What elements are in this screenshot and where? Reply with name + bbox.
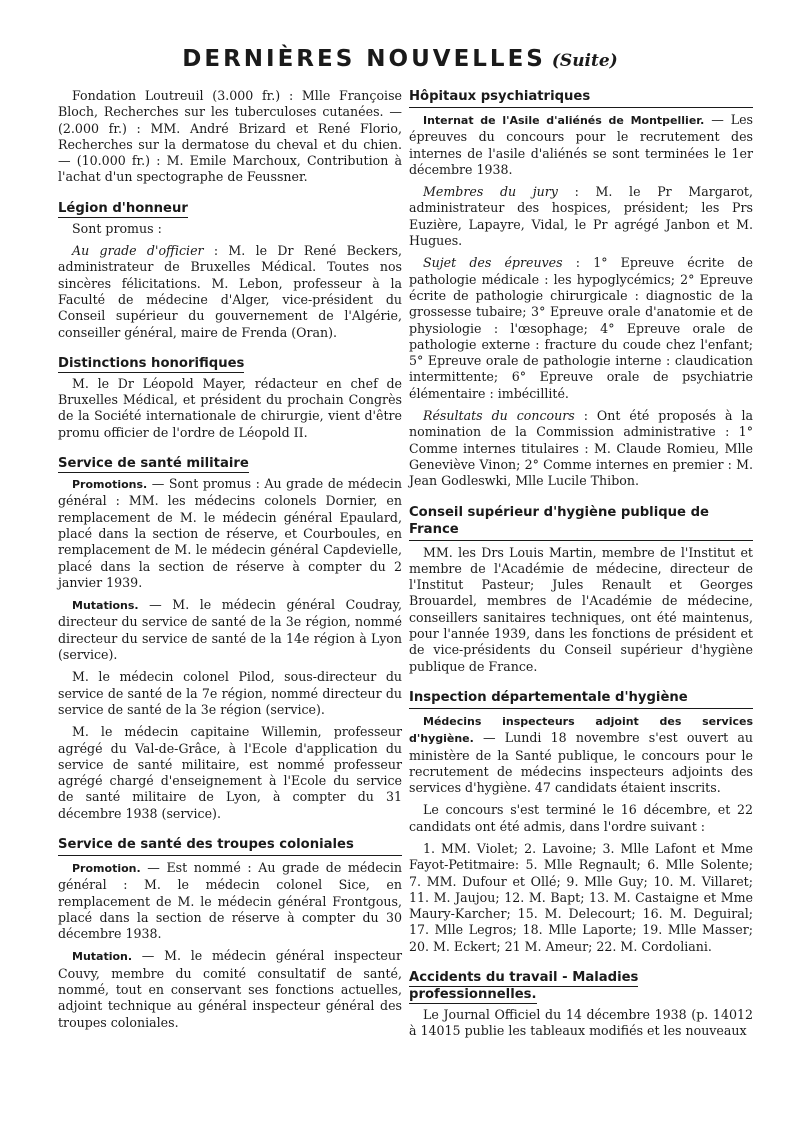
- section-heading-coloniales: Service de santé des troupes coloniales: [58, 836, 402, 856]
- paragraph: Membres du jury : M. le Pr Margarot, administrateur des hospices, président; les Prs Euzière, Lapayre, Vidal, le Pr agrégé Janbon et M. Hugues.: [409, 184, 753, 249]
- paragraph: Médecins inspecteurs adjoint des services d'hygiène. — Lundi 18 novembre s'est ouvert au ministère de la Santé publique, le concours pour le recrutement de médecins inspecteurs adjoints des services d'hygiène. 47 candidats étaient inscrits.: [409, 714, 753, 796]
- section-heading-legion: Légion d'honneur: [58, 200, 188, 216]
- paragraph: Au grade d'officier : M. le Dr René Beckers, administrateur de Bruxelles Médical. Toutes nos sincères félicitations. M. Lebon, professeur à la Faculté de médecine d'Alger, vice-président du Conseil supérieur du gouvernement de l'Algérie, conseiller général, maire de Frenda (Oran).: [58, 243, 402, 340]
- paragraph: Le Journal Officiel du 14 décembre 1938 (p. 14012 à 14015 publie les tableaux modifiés et les nouveaux: [409, 1007, 753, 1039]
- paragraph: Sujet des épreuves : 1° Epreuve écrite de pathologie médicale : les hypoglycémics; 2° Epreuve écrite de pathologie chirurgicale : diagnostic de la grossesse tubaire; 3° Epreuve orale d'anatomie et de physiologie : l'œsophage; 4° Epreuve orale de pathologie externe : fracture du coude chez l'enfant; 5° Epreuve orale de pathologie interne : claudication intermittente; 6° Epreuve orale de psychiatrie élémentaire : imbécillité.: [409, 255, 753, 401]
- right-column: [409, 88, 753, 1046]
- paragraph: Sont promus :: [72, 220, 162, 236]
- section-heading-hopitaux: Hôpitaux psychiatriques: [409, 88, 753, 108]
- paragraph: M. le médecin capitaine Willemin, professeur agrégé du Val-de-Grâce, à l'Ecole d'application du service de santé militaire, est nommé professeur agrégé chargé d'enseignement à l'Ecole du service de santé militaire de Lyon, à compter du 31 décembre 1938 (service).: [58, 724, 402, 821]
- page-title-suite: (Suite): [551, 51, 618, 71]
- section-heading-inspection: Inspection départementale d'hygiène: [409, 689, 753, 709]
- left-column: [58, 88, 402, 1037]
- paragraph: Internat de l'Asile d'aliénés de Montpellier. — Les épreuves du concours pour le recrutement des internes de l'asile d'aliénés se sont terminées le 1er décembre 1938.: [409, 112, 753, 177]
- page-title: DERNIÈRES NOUVELLES (Suite): [182, 46, 618, 72]
- section-heading-accidents: Accidents du travail - Maladies professionnelles.: [409, 970, 639, 1003]
- paragraph: Le concours s'est terminé le 16 décembre, et 22 candidats ont été admis, dans l'ordre suivant :: [409, 802, 753, 834]
- paragraph: Promotion. — Est nommé : Au grade de médecin général : M. le médecin colonel Sice, en remplacement de M. le médecin général Frontgous, placé dans la section de réserve à compter du 30 décembre 1938.: [58, 859, 402, 942]
- paragraph: Mutation. — M. le médecin général inspecteur Couvy, membre du comité consultatif de santé, nommé, tout en conservant ses fonctions actuelles, adjoint technique au général inspecteur général des troupes coloniales.: [58, 948, 402, 1030]
- section-heading-conseil: Conseil supérieur d'hygiène publique de France: [409, 504, 753, 541]
- paragraph: M. le Dr Léopold Mayer, rédacteur en chef de Bruxelles Médical, et président du prochain Congrès de la Société internationale de chirurgie, vient d'être promu officier de l'ordre de Léopold II.: [58, 375, 402, 440]
- paragraph: M. le médecin colonel Pilod, sous-directeur du service de santé de la 7e région, nommé directeur du service de santé de la 3e région (service).: [58, 669, 402, 717]
- paragraph: Promotions. — Sont promus : Au grade de médecin général : MM. les médecins colonels Dornier, en remplacement de M. le médecin général Epaulard, placé dans la section de réserve, et Courboules, en remplacement de M. le médecin général Capdevielle, placé dans la section de réserve à compter du 2 janvier 1939.: [58, 476, 402, 590]
- intro-paragraph: Fondation Loutreuil (3.000 fr.) : Mlle Françoise Bloch, Recherches sur les tuberculoses cutanées. — (2.000 fr.) : MM. André Brizard et René Florio, Recherches sur la dermatose du cheval et du chien. — (10.000 fr.) : M. Emile Marchoux, Contribution à l'achat d'un spectographe de Feussner.: [58, 88, 402, 185]
- section-heading-militaire: Service de santé militaire: [58, 456, 249, 472]
- paragraph: MM. les Drs Louis Martin, membre de l'Institut et membre de l'Académie de médecine, directeur de l'Institut Pasteur; Jules Renault et Georges Brouardel, membres de l'Académie de médecine, conseillers sanitaires techniques, ont été maintenus, pour l'année 1939, dans les fonctions de président et de vice-présidents du Conseil supérieur d'hygiène publique de France.: [409, 544, 753, 674]
- paragraph: Résultats du concours : Ont été proposés à la nomination de la Commission administrative : 1° Comme internes titulaires : M. Claude Romieu, Mlle Geneviève Vinon; 2° Comme internes en premier : M. Jean Godleswki, Mlle Lucile Thibon.: [409, 408, 753, 489]
- section-heading-distinctions: Distinctions honorifiques: [58, 355, 245, 371]
- paragraph: 1. MM. Violet; 2. Lavoine; 3. Mlle Lafont et Mme Fayot-Petitmaire: 5. Mlle Regnault; 6. Mlle Solente; 7. MM. Dufour et Ollé; 9. Mlle Guy; 10. M. Villaret; 11. M. Jaujou; 12. M. Bapt; 13. M. Castaigne et Mme Maury-Karcher; 15. M. Delecourt; 16. M. Deguiral; 17. Mlle Legros; 18. Mlle Laporte; 19. Mlle Masser; 20. M. Eckert; 21 M. Ameur; 22. M. Cordoliani.: [409, 840, 753, 954]
- paragraph: Mutations. — M. le médecin général Coudray, directeur du service de santé de la 3e région, nommé directeur du service de santé de la 14e région à Lyon (service).: [58, 597, 402, 663]
